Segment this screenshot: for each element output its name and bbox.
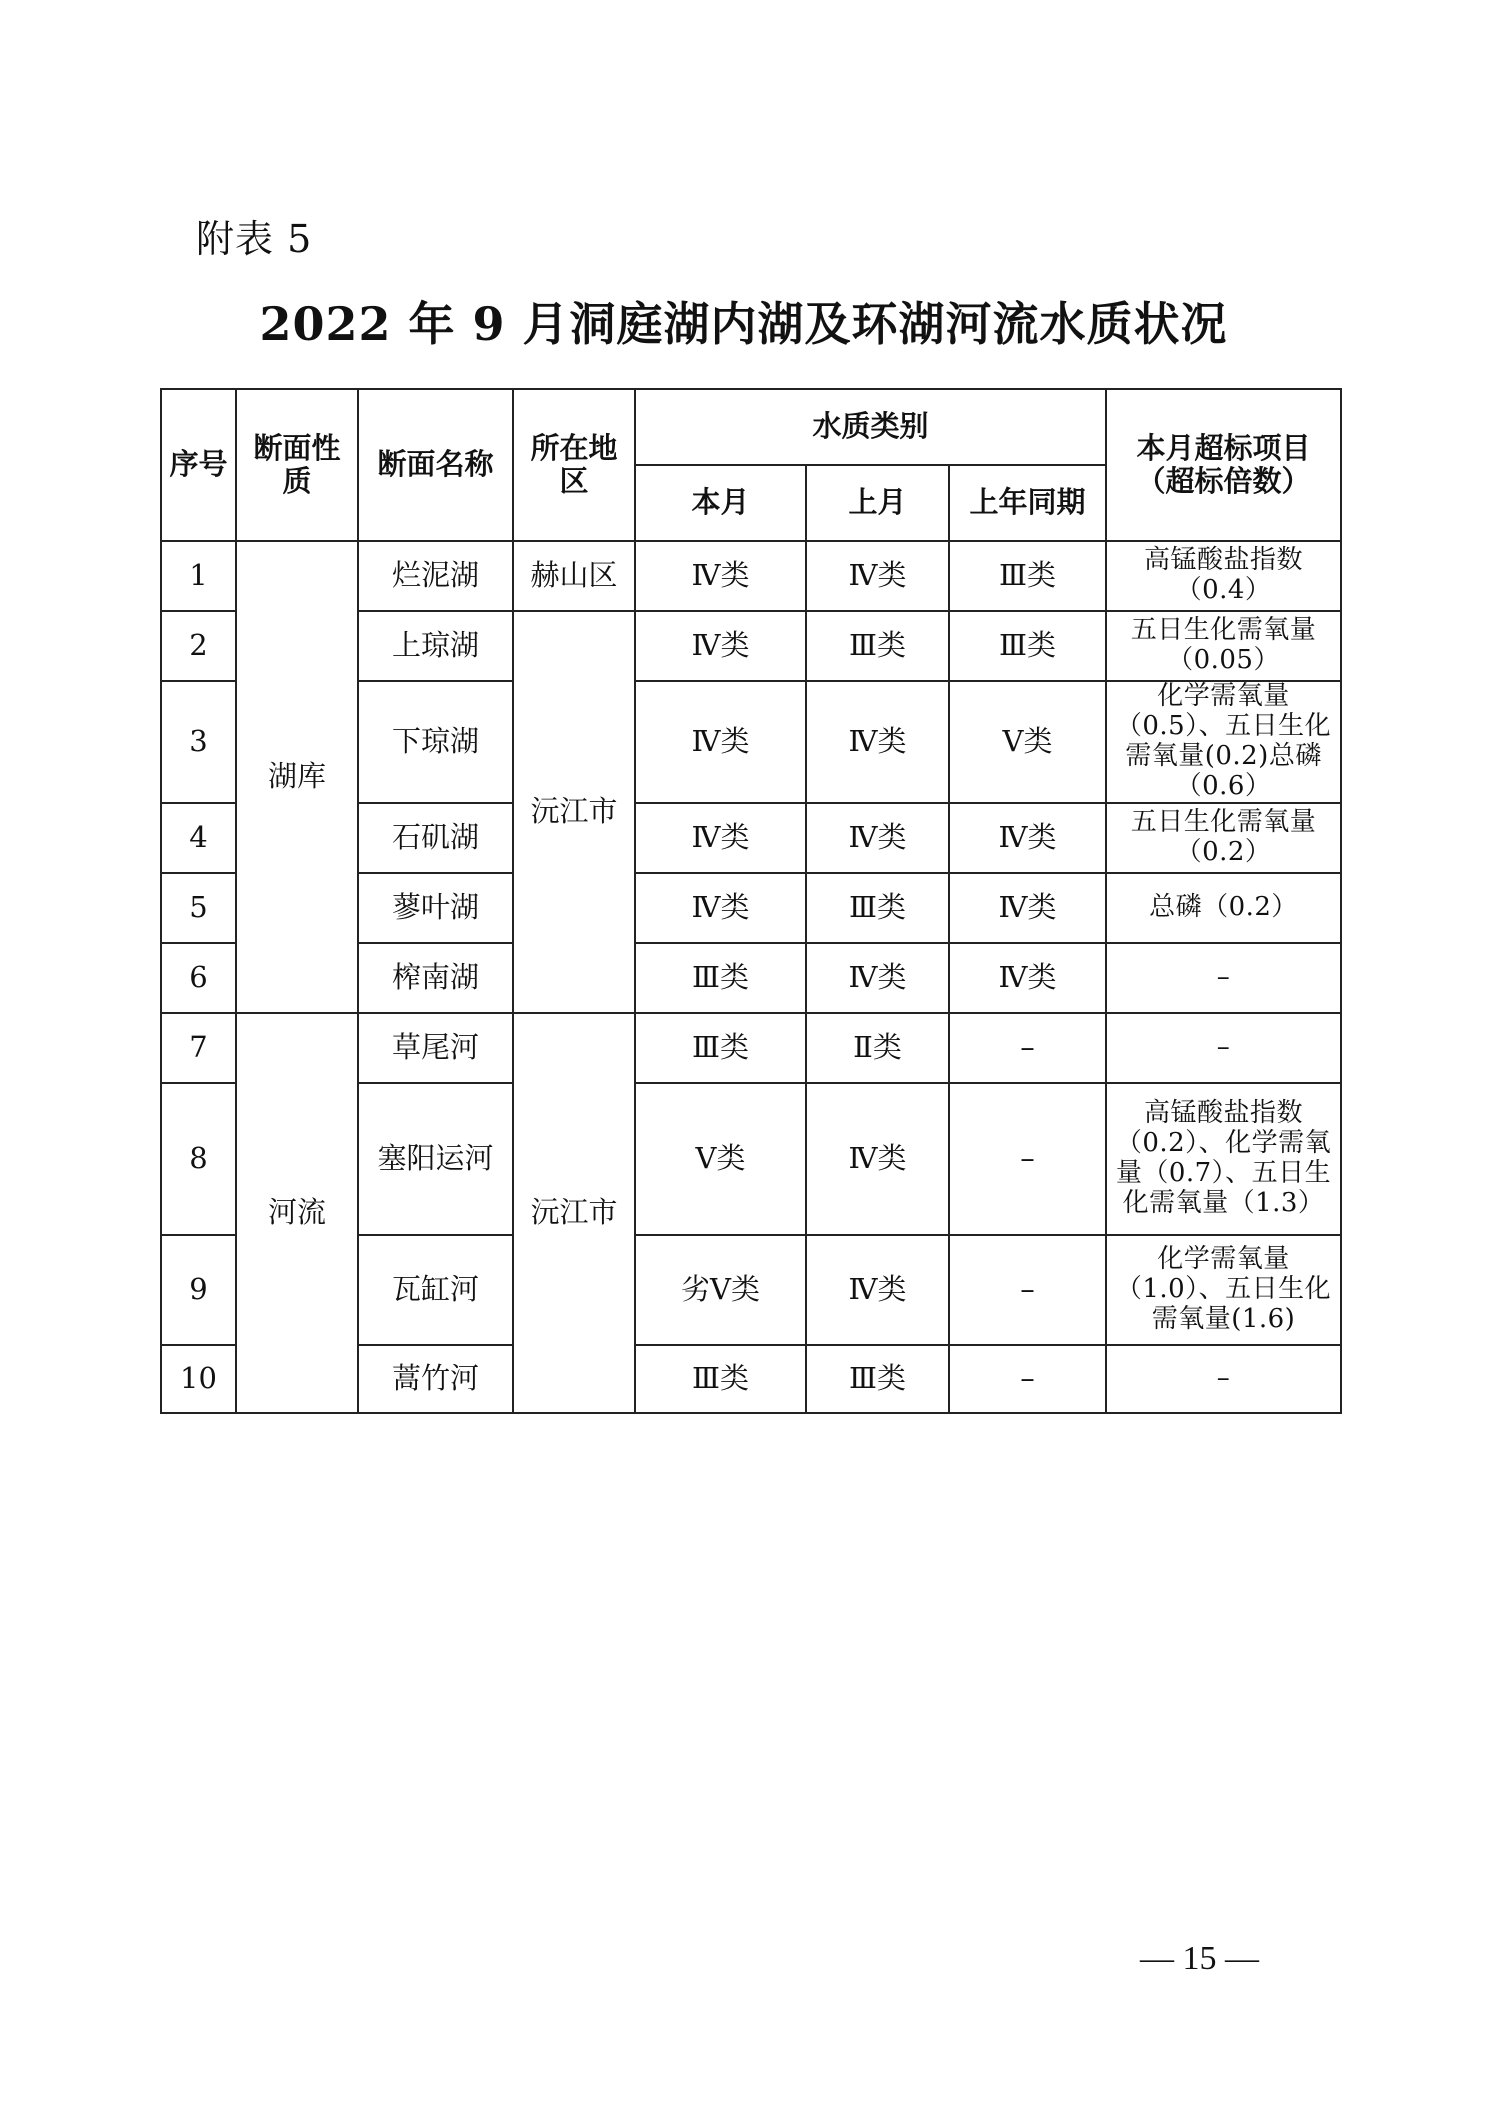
name-cell: 下琼湖	[358, 681, 513, 803]
seq-cell: 4	[161, 803, 236, 873]
header-water-class: 水质类别	[635, 389, 1106, 465]
water-quality-table	[160, 388, 1342, 1414]
name-cell: 蒿竹河	[358, 1345, 513, 1413]
group-river-cell: 河流	[236, 1013, 358, 1413]
last-year-cell: Ⅳ类	[949, 803, 1106, 873]
this-month-cell: Ⅲ类	[635, 1013, 806, 1083]
name-cell: 瓦缸河	[358, 1235, 513, 1345]
last-month-cell: Ⅱ类	[806, 1013, 949, 1083]
this-month-cell: Ⅳ类	[635, 541, 806, 611]
exceed-cell: 五日生化需氧量（0.2）	[1106, 803, 1341, 873]
this-month-cell: Ⅳ类	[635, 681, 806, 803]
region-yuanjiang-river-cell: 沅江市	[513, 1013, 635, 1413]
name-cell: 上琼湖	[358, 611, 513, 681]
header-region: 所在地区	[513, 389, 635, 541]
last-year-cell: –	[949, 1345, 1106, 1413]
last-month-cell: Ⅳ类	[806, 1235, 949, 1345]
name-cell: 石矶湖	[358, 803, 513, 873]
header-seq: 序号	[161, 389, 236, 541]
name-cell: 榨南湖	[358, 943, 513, 1013]
name-cell: 草尾河	[358, 1013, 513, 1083]
seq-cell: 5	[161, 873, 236, 943]
this-month-cell: Ⅳ类	[635, 803, 806, 873]
name-cell: 蓼叶湖	[358, 873, 513, 943]
exceed-cell: 高锰酸盐指数（0.2）、化学需氧量（0.7）、五日生化需氧量（1.3）	[1106, 1083, 1341, 1235]
exceed-cell: –	[1106, 943, 1341, 1013]
last-month-cell: Ⅳ类	[806, 1083, 949, 1235]
page-title: 2022 年 9 月洞庭湖内湖及环湖河流水质状况	[259, 297, 1228, 351]
this-month-cell: Ⅳ类	[635, 611, 806, 681]
seq-cell: 7	[161, 1013, 236, 1083]
last-year-cell: Ⅴ类	[949, 681, 1106, 803]
seq-cell: 3	[161, 681, 236, 803]
name-cell: 烂泥湖	[358, 541, 513, 611]
region-yuanjiang-lake-cell: 沅江市	[513, 611, 635, 1013]
group-lake-cell: 湖库	[236, 541, 358, 1013]
exceed-cell: –	[1106, 1345, 1341, 1413]
exceed-cell: –	[1106, 1013, 1341, 1083]
this-month-cell: Ⅲ类	[635, 943, 806, 1013]
seq-cell: 6	[161, 943, 236, 1013]
last-year-cell: Ⅲ类	[949, 611, 1106, 681]
last-month-cell: Ⅲ类	[806, 1345, 949, 1413]
last-month-cell: Ⅳ类	[806, 803, 949, 873]
region-heshan-cell: 赫山区	[513, 541, 635, 611]
header-section-type: 断面性质	[236, 389, 358, 541]
last-year-cell: –	[949, 1235, 1106, 1345]
header-exceed: 本月超标项目（超标倍数）	[1106, 389, 1341, 541]
table-row	[161, 541, 1341, 611]
page-number: — 15 —	[1140, 1940, 1259, 1977]
exceed-cell: 总磷（0.2）	[1106, 873, 1341, 943]
seq-cell: 10	[161, 1345, 236, 1413]
header-this-month: 本月	[635, 465, 806, 541]
seq-cell: 9	[161, 1235, 236, 1345]
exceed-cell: 化学需氧量（1.0）、五日生化需氧量(1.6)	[1106, 1235, 1341, 1345]
last-month-cell: Ⅳ类	[806, 681, 949, 803]
last-month-cell: Ⅲ类	[806, 611, 949, 681]
seq-cell: 8	[161, 1083, 236, 1235]
seq-cell: 1	[161, 541, 236, 611]
exceed-cell: 五日生化需氧量（0.05）	[1106, 611, 1341, 681]
last-year-cell: –	[949, 1083, 1106, 1235]
header-last-year: 上年同期	[949, 465, 1106, 541]
last-year-cell: –	[949, 1013, 1106, 1083]
this-month-cell: Ⅲ类	[635, 1345, 806, 1413]
last-year-cell: Ⅲ类	[949, 541, 1106, 611]
header-row	[161, 389, 1341, 465]
last-year-cell: Ⅳ类	[949, 943, 1106, 1013]
last-month-cell: Ⅳ类	[806, 541, 949, 611]
table-row	[161, 1013, 1341, 1083]
exceed-cell: 高锰酸盐指数（0.4）	[1106, 541, 1341, 611]
header-last-month: 上月	[806, 465, 949, 541]
last-month-cell: Ⅲ类	[806, 873, 949, 943]
this-month-cell: Ⅳ类	[635, 873, 806, 943]
exceed-cell: 化学需氧量（0.5）、五日生化需氧量(0.2)总磷（0.6）	[1106, 681, 1341, 803]
this-month-cell: 劣Ⅴ类	[635, 1235, 806, 1345]
last-month-cell: Ⅳ类	[806, 943, 949, 1013]
this-month-cell: Ⅴ类	[635, 1083, 806, 1235]
name-cell: 塞阳运河	[358, 1083, 513, 1235]
seq-cell: 2	[161, 611, 236, 681]
appendix-label: 附表 5	[196, 217, 313, 261]
header-section-name: 断面名称	[358, 389, 513, 541]
last-year-cell: Ⅳ类	[949, 873, 1106, 943]
